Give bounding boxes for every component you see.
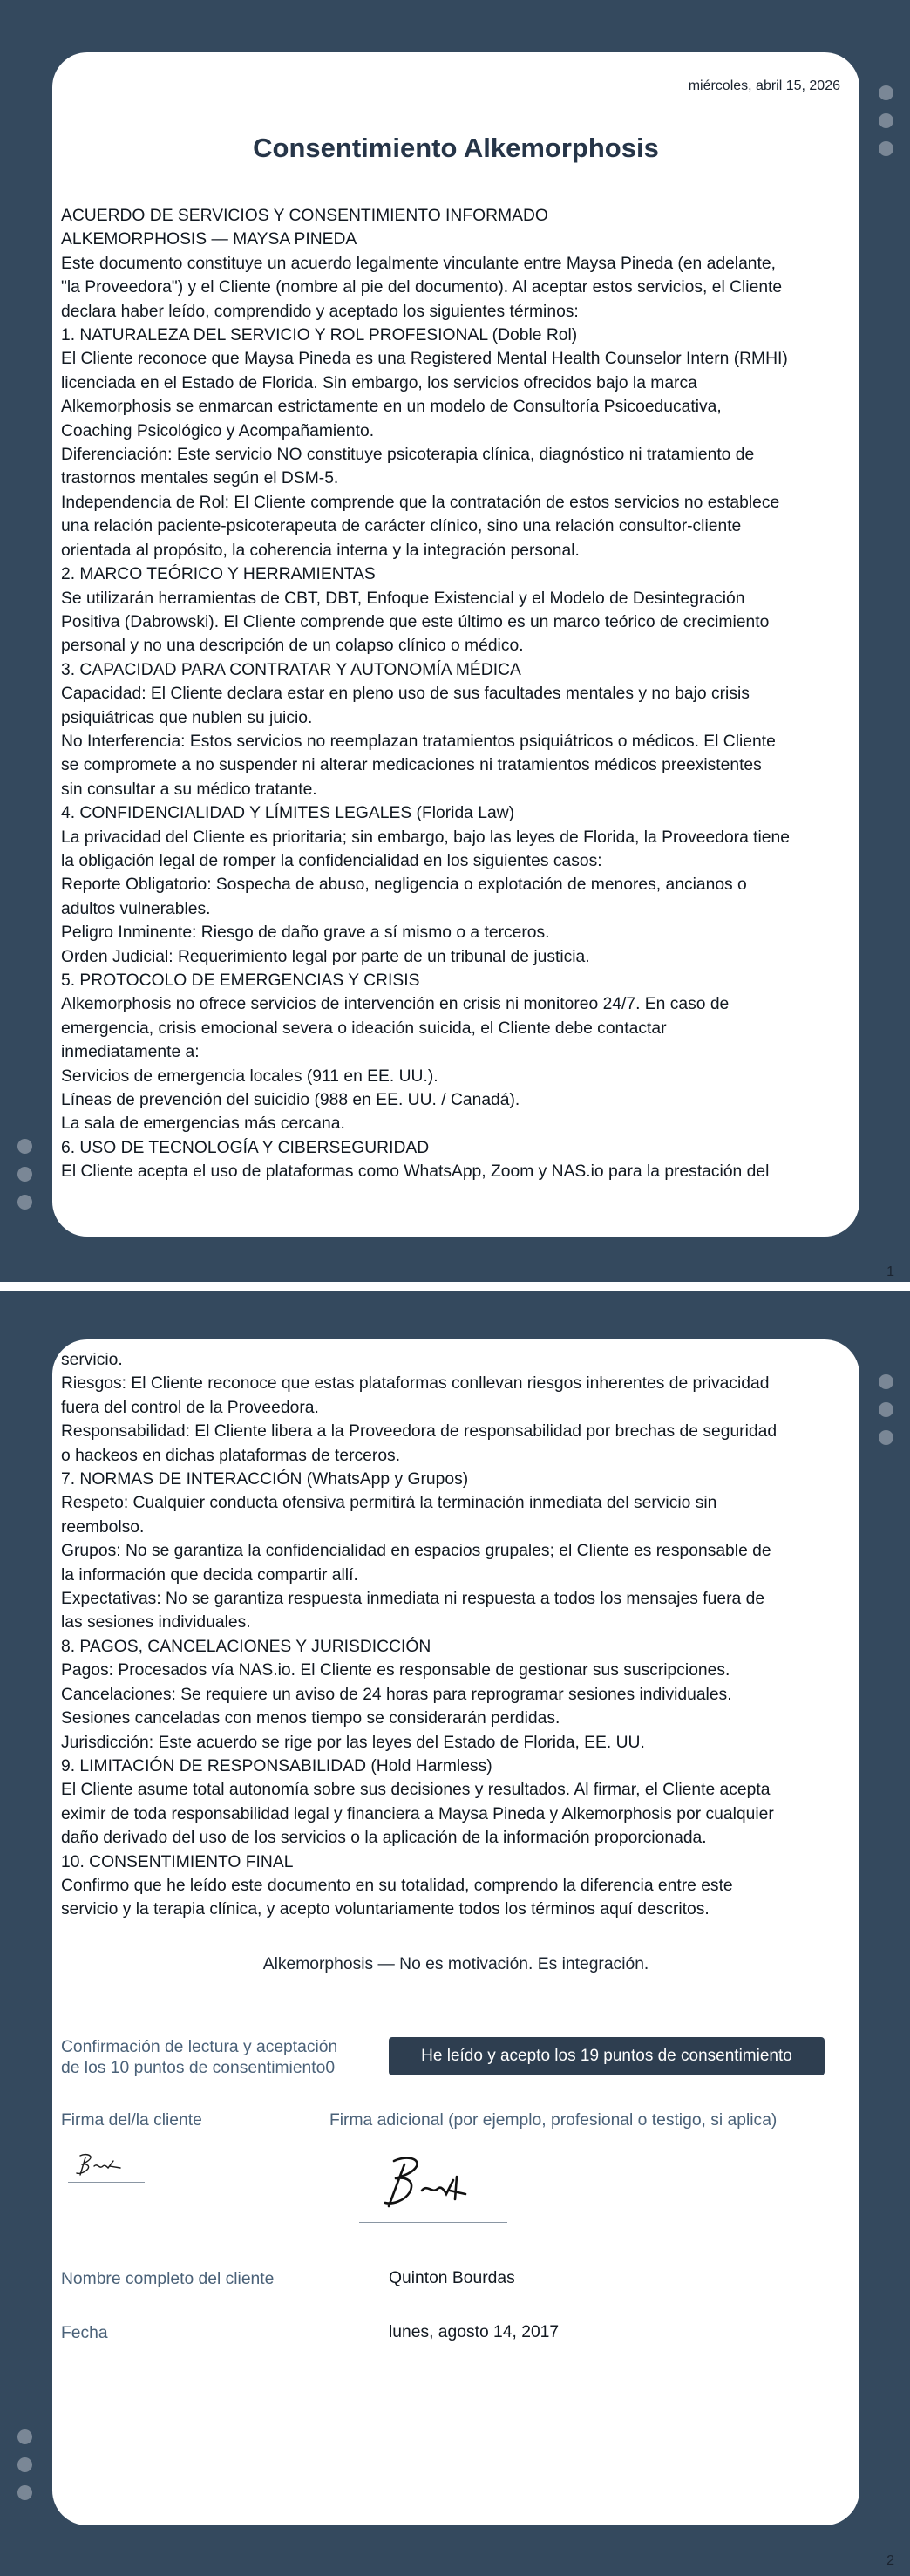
- signature-line: [359, 2222, 507, 2223]
- document-line: Responsabilidad: El Cliente libera a la Proveedora de responsabilidad por brechas de seguridad: [61, 1422, 778, 1441]
- signature-line: [68, 2182, 145, 2183]
- document-line: 5. PROTOCOLO DE EMERGENCIAS Y CRISIS: [61, 971, 420, 990]
- document-line: El Cliente asume total autonomía sobre sus decisiones y resultados. Al firmar, el Cliente acepta: [61, 1781, 771, 1800]
- dot-icon: [879, 1430, 893, 1445]
- document-line: Expectativas: No se garantiza respuesta inmediata ni respuesta a todos los mensajes fuera de: [61, 1590, 765, 1609]
- document-line: 2. MARCO TEÓRICO Y HERRAMIENTAS: [61, 565, 376, 584]
- document-line: La privacidad del Cliente es prioritaria; sin embargo, bajo las leyes de Florida, la Proveedora tiene: [61, 828, 790, 847]
- document-line: Reporte Obligatorio: Sospecha de abuso, negligencia o explotación de menores, ancianos o: [61, 876, 747, 895]
- dot-icon: [17, 2457, 32, 2472]
- dot-icon: [17, 1195, 32, 1210]
- tagline: Alkemorphosis — No es motivación. Es integración.: [262, 1955, 649, 1973]
- client-signature-label: Firma del/la cliente: [61, 2111, 202, 2130]
- document-line: Pagos: Procesados vía NAS.io. El Cliente es responsable de gestionar sus suscripciones.: [61, 1661, 730, 1680]
- additional-signature-drawing: [359, 2150, 507, 2224]
- document-line: Jurisdicción: Este acuerdo se rige por las leyes del Estado de Florida, EE. UU.: [61, 1733, 645, 1752]
- dot-icon: [17, 1139, 32, 1154]
- document-line: ACUERDO DE SERVICIOS Y CONSENTIMIENTO INFORMADO: [61, 207, 548, 225]
- document-line: psiquiátricas que nublen su juicio.: [61, 708, 313, 727]
- document-line: adultos vulnerables.: [61, 899, 211, 918]
- document-line: o hackeos en dichas plataformas de terceros.: [61, 1446, 401, 1465]
- document-line: Alkemorphosis no ofrece servicios de intervención en crisis ni monitoreo 24/7. En caso de: [61, 995, 730, 1014]
- document-line: la información que decida compartir allí.: [61, 1565, 358, 1584]
- document-line: las sesiones individuales.: [61, 1613, 251, 1632]
- document-line: Orden Judicial: Requerimiento legal por parte de un tribunal de justicia.: [61, 947, 590, 966]
- document-line: Capacidad: El Cliente declara estar en pleno uso de sus facultades mentales y no bajo crisis: [61, 685, 750, 704]
- document-line: inmediatamente a:: [61, 1043, 200, 1062]
- confirmation-label-line-2: de los 10 puntos de consentimiento0: [61, 2059, 336, 2077]
- document-line: Líneas de prevención del suicidio (988 en EE. UU. / Canadá).: [61, 1091, 520, 1110]
- dot-icon: [879, 1374, 893, 1389]
- additional-signature-pad[interactable]: [359, 2150, 507, 2224]
- document-line: eximir de toda responsabilidad legal y financiera a Maysa Pineda y Alkemorphosis por cualquier: [61, 1804, 774, 1823]
- document-body-page-1: [61, 204, 856, 1184]
- page-title: Consentimiento Alkemorphosis: [253, 133, 659, 163]
- document-line: Diferenciación: Este servicio NO constituye psicoterapia clínica, diagnóstico ni tratamiento de: [61, 446, 755, 465]
- document-line: No Interferencia: Estos servicios no reemplazan tratamientos psiquiátricos o médicos. El Cliente: [61, 732, 776, 751]
- dot-icon: [879, 85, 893, 100]
- document-line: Respeto: Cualquier conducta ofensiva permitirá la terminación inmediata del servicio sin: [61, 1494, 717, 1513]
- page-dots-top-right: [879, 1374, 894, 1458]
- document-line: sin consultar a su médico tratante.: [61, 780, 317, 799]
- document-line: 6. USO DE TECNOLOGÍA Y CIBERSEGURIDAD: [61, 1138, 430, 1157]
- document-line: 1. NATURALEZA DEL SERVICIO Y ROL PROFESIONAL (Doble Rol): [61, 326, 578, 345]
- document-line: servicio.: [61, 1351, 123, 1369]
- document-line: Servicios de emergencia locales (911 en EE. UU.).: [61, 1067, 438, 1086]
- document-line: 4. CONFIDENCIALIDAD Y LÍMITES LEGALES (Florida Law): [61, 804, 515, 823]
- document-line: personal y no una descripción de un colapso clínico o médico.: [61, 637, 524, 656]
- document-line: Coaching Psicológico y Acompañamiento.: [61, 421, 375, 440]
- confirmation-label-line-1: Confirmación de lectura y aceptación: [61, 2038, 338, 2056]
- dot-icon: [879, 113, 893, 128]
- document-line: reembolso.: [61, 1517, 145, 1537]
- document-line: 7. NORMAS DE INTERACCIÓN (WhatsApp y Grupos): [61, 1470, 469, 1489]
- document-line: Se utilizarán herramientas de CBT, DBT, Enfoque Existencial y el Modelo de Desintegración: [61, 589, 745, 608]
- document-line: orientada al propósito, la coherencia interna y la integración personal.: [61, 541, 580, 560]
- document-line: emergencia, crisis emocional severa o ideación suicida, el Cliente debe contactar: [61, 1019, 667, 1038]
- document-line: 10. CONSENTIMIENTO FINAL: [61, 1852, 294, 1871]
- document-date: miércoles, abril 15, 2026: [688, 78, 840, 93]
- document-line: licenciada en el Estado de Florida. Sin embargo, los servicios ofrecidos bajo la marca: [61, 373, 697, 392]
- document-line: la obligación legal de romper la confidencialidad en los siguientes casos:: [61, 851, 602, 870]
- document-line: Riesgos: El Cliente reconoce que estas plataformas conllevan riesgos inherentes de privacidad: [61, 1374, 770, 1394]
- document-page-2: [52, 1339, 859, 2525]
- document-line: 9. LIMITACIÓN DE RESPONSABILIDAD (Hold Harmless): [61, 1756, 492, 1775]
- dot-icon: [17, 2429, 32, 2444]
- document-line: Cancelaciones: Se requiere un aviso de 24 horas para reprogramar sesiones individuales.: [61, 1685, 732, 1704]
- document-line: daño derivado del uso de los servicios o la aplicación de la información proporcionada.: [61, 1829, 707, 1848]
- client-signature-pad[interactable]: [68, 2145, 146, 2189]
- page-number-1: 1: [886, 1264, 894, 1279]
- page-dots-bottom-left: [17, 2429, 33, 2513]
- date-label: Fecha: [61, 2324, 108, 2342]
- dot-icon: [879, 1402, 893, 1417]
- document-line: El Cliente reconoce que Maysa Pineda es una Registered Mental Health Counselor Intern (RMHI): [61, 350, 788, 369]
- document-line: El Cliente acepta el uso de plataformas como WhatsApp, Zoom y NAS.io para la prestación del: [61, 1162, 770, 1182]
- confirmation-label: [61, 2037, 337, 2079]
- document-line: "la Proveedora") y el Cliente (nombre al pie del documento). Al aceptar estos servicios, el Cliente: [61, 278, 783, 297]
- dot-icon: [17, 1167, 32, 1182]
- page-dots-bottom-left: [17, 1139, 33, 1223]
- full-name-label: Nombre completo del cliente: [61, 2270, 275, 2288]
- document-line: fuera del control de la Proveedora.: [61, 1398, 319, 1417]
- document-line: trastornos mentales según el DSM-5.: [61, 469, 339, 488]
- document-line: Este documento constituye un acuerdo legalmente vinculante entre Maysa Pineda (en adelante,: [61, 254, 776, 273]
- document-line: ALKEMORPHOSIS — MAYSA PINEDA: [61, 230, 357, 249]
- document-line: 3. CAPACIDAD PARA CONTRATAR Y AUTONOMÍA MÉDICA: [61, 660, 521, 679]
- document-page-1: [52, 52, 859, 1237]
- document-line: declara haber leído, comprendido y aceptado los siguientes términos:: [61, 302, 579, 321]
- document-body-page-2: [61, 1348, 856, 1922]
- document-line: se compromete a no suspender ni alterar medicaciones ni tratamientos médicos preexistentes: [61, 756, 762, 775]
- document-line: Independencia de Rol: El Cliente comprende que la contratación de estos servicios no establece: [61, 493, 780, 512]
- document-line: Confirmo que he leído este documento en su totalidad, comprendo la diferencia entre este: [61, 1876, 733, 1895]
- page-dots-top-right: [879, 85, 894, 169]
- dot-icon: [879, 141, 893, 156]
- document-line: Positiva (Dabrowski). El Cliente comprende que este último es un marco teórico de crecimiento: [61, 612, 770, 631]
- document-line: Sesiones canceladas con menos tiempo se considerarán perdidas.: [61, 1709, 560, 1728]
- additional-signature-label: Firma adicional (por ejemplo, profesional o testigo, si aplica): [329, 2111, 778, 2130]
- document-line: 8. PAGOS, CANCELACIONES Y JURISDICCIÓN: [61, 1637, 431, 1656]
- full-name-value: Quinton Bourdas: [389, 2269, 515, 2287]
- document-line: La sala de emergencias más cercana.: [61, 1114, 345, 1134]
- document-line: Grupos: No se garantiza la confidencialidad en espacios grupales; el Cliente es responsable de: [61, 1542, 771, 1561]
- document-line: Alkemorphosis se enmarcan estrictamente en un modelo de Consultoría Psicoeducativa,: [61, 398, 722, 417]
- accept-consent-button[interactable]: He leído y acepto los 19 puntos de consentimiento: [389, 2037, 825, 2075]
- document-line: una relación paciente-psicoterapeuta de carácter clínico, sino una relación consultor-cliente: [61, 517, 742, 536]
- page-1-background: [0, 0, 910, 1282]
- date-value: lunes, agosto 14, 2017: [389, 2323, 560, 2341]
- document-line: servicio y la terapia clínica, y acepto voluntariamente todos los términos aquí descritos.: [61, 1900, 710, 1919]
- page-number-2: 2: [886, 2553, 894, 2568]
- document-line: Peligro Inminente: Riesgo de daño grave a sí mismo o a terceros.: [61, 923, 550, 943]
- dot-icon: [17, 2485, 32, 2500]
